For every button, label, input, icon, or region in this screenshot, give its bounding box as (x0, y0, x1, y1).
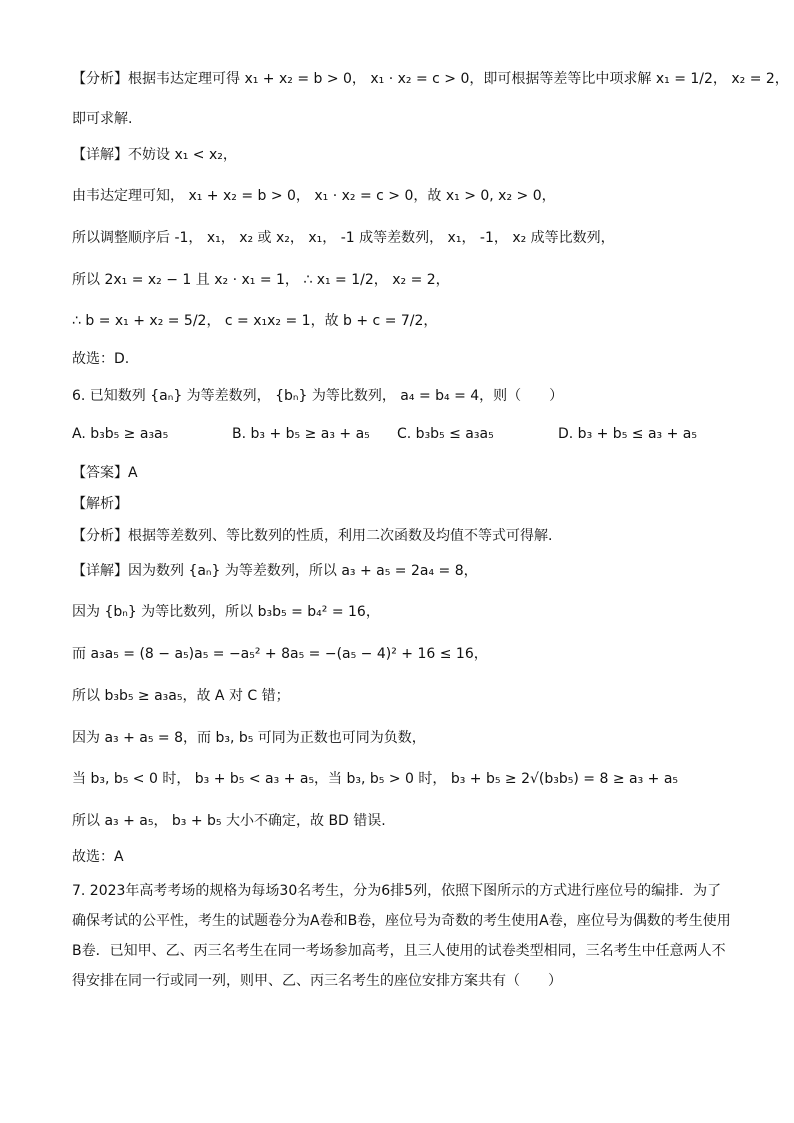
q6-detail-4: 所以 b₃b₅ ≥ a₃a₅，故 A 对 C 错； (72, 688, 290, 704)
analysis-line-2: 即可求解. (72, 111, 133, 127)
solution-label: 【解析】 (72, 496, 128, 512)
q6-analysis: 【分析】根据等差数列、等比数列的性质，利用二次函数及均值不等式可得解. (72, 528, 553, 544)
q6-detail-3: 而 a₃a₅ = (8 − a₅)a₅ = −a₅² + 8a₅ = −(a₅ − 4)² + 16 ≤ 16， (72, 646, 488, 662)
detail-line-4: 所以 2x₁ = x₂ − 1 且 x₂ · x₁ = 1， ∴ x₁ = 1/2， x₂ = 2， (72, 272, 450, 288)
q6-detail-6: 当 b₃, b₅ < 0 时， b₃ + b₅ < a₃ + a₅，当 b₃, b₅ > 0 时， b₃ + b₅ ≥ 2√(b₃b₅) = 8 ≥ a₃ + a₅ (72, 771, 679, 787)
q6-detail-7: 所以 a₃ + a₅， b₃ + b₅ 大小不确定，故 BD 错误. (72, 813, 386, 829)
detail-line-5: ∴ b = x₁ + x₂ = 5/2， c = x₁x₂ = 1，故 b + c = 7/2， (72, 313, 438, 329)
option-c: C. b₃b₅ ≤ a₃a₅ (397, 426, 494, 442)
detail-line-2: 由韦达定理可知， x₁ + x₂ = b > 0， x₁ · x₂ = c > 0，故 x₁ > 0, x₂ > 0， (72, 188, 556, 204)
q6-answer-choice: 故选：A (72, 849, 124, 865)
detail-line-1: 【详解】不妨设 x₁ < x₂， (72, 147, 237, 163)
option-b: B. b₃ + b₅ ≥ a₃ + a₅ (232, 426, 370, 442)
answer-label: 【答案】A (72, 465, 138, 481)
option-d: D. b₃ + b₅ ≤ a₃ + a₅ (558, 426, 697, 442)
question-6-options (72, 426, 732, 446)
answer-choice-line: 故选：D. (72, 351, 130, 367)
question-7-stem: 7. 2023年高考考场的规格为每场30名考生，分为6排5列，依照下图所示的方式进行座位号的编排．为了确保考试的公平性，考生的试题卷分为A卷和B卷，座位号为奇数的考生使用A卷，座位号为偶数的考生使用B卷．已知甲、乙、丙三名考生在同一考场参加高考，且三人使用的试卷类型相同，三名考生中任意两人不得安排在同一行或同一列，则甲、乙、丙三名考生的座位安排方案共有（ ） (72, 883, 731, 989)
q6-detail-2: 因为 {bₙ} 为等比数列，所以 b₃b₅ = b₄² = 16， (72, 604, 380, 620)
option-a: A. b₃b₅ ≥ a₃a₅ (72, 426, 169, 442)
detail-line-3: 所以调整顺序后 -1， x₁， x₂ 或 x₂， x₁， -1 成等差数列， x₁， -1， x₂ 成等比数列， (72, 230, 615, 246)
analysis-line-1: 【分析】根据韦达定理可得 x₁ + x₂ = b > 0， x₁ · x₂ = c > 0，即可根据等差等比中项求解 x₁ = 1/2， x₂ = 2， (72, 71, 789, 87)
q6-detail-5: 因为 a₃ + a₅ = 8，而 b₃, b₅ 可同为正数也可同为负数， (72, 730, 426, 746)
q6-detail-1: 【详解】因为数列 {aₙ} 为等差数列，所以 a₃ + a₅ = 2a₄ = 8， (72, 563, 478, 579)
question-6-stem: 6. 已知数列 {aₙ} 为等差数列， {bₙ} 为等比数列， a₄ = b₄ = 4，则（ ） (72, 388, 564, 404)
